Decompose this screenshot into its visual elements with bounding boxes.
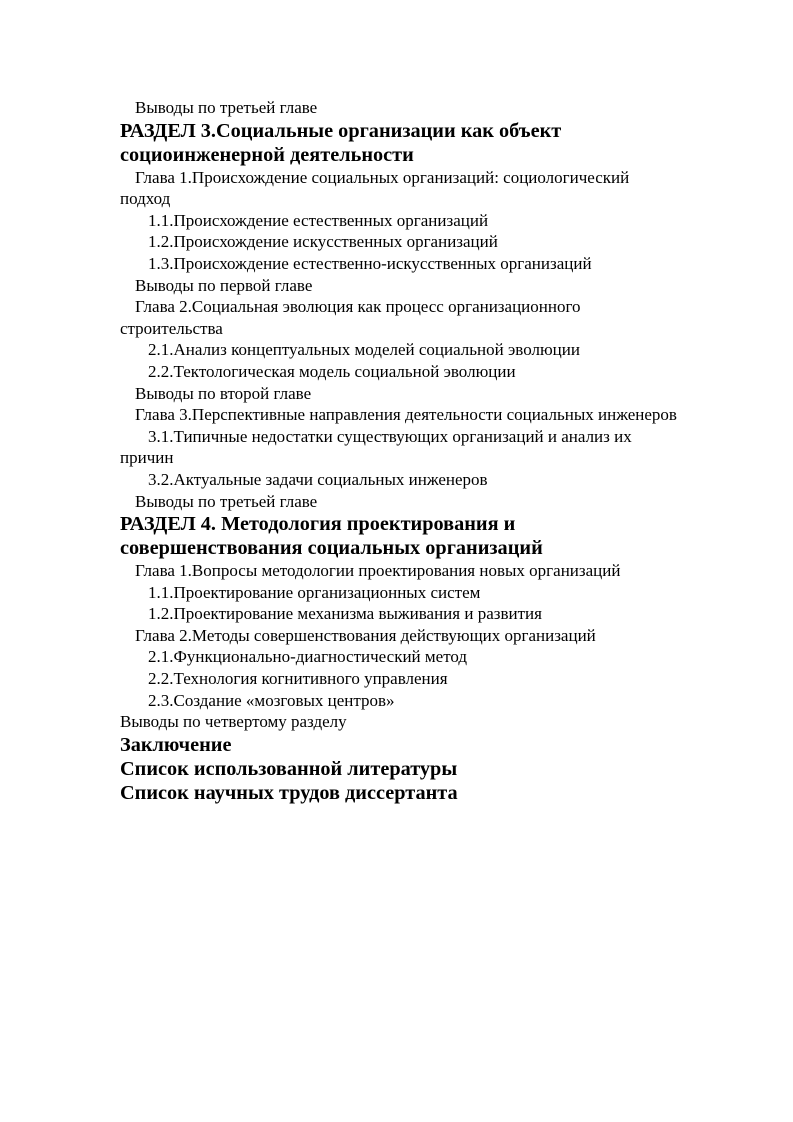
toc-heading-references: Список использованной литературы [120,757,458,780]
toc-entry-subsection: 1.3.Происхождение естественно-искусственных организаций [148,253,592,273]
toc-heading-conclusion: Заключение [120,733,232,756]
toc-entry-section-conclusion: Выводы по четвертому разделу [120,712,347,732]
toc-entry-subsection: 1.1.Проектирование организационных систем [148,582,481,602]
toc-entry-subsection: 2.3.Создание «мозговых центров» [148,690,395,710]
toc-entry-chapter: Глава 2.Методы совершенствования действующих организаций [135,625,596,645]
toc-entry-subsection: 1.2.Проектирование механизма выживания и развития [148,604,542,624]
toc-entry-chapter-conclusion: Выводы по второй главе [135,383,312,403]
toc-section-heading: РАЗДЕЛ 3.Социальные организации как объект социоинженерной деятельности [120,119,562,166]
toc-entry-chapter-conclusion: Выводы по третьей главе [135,491,318,511]
toc-entry-chapter-conclusion: Выводы по третьей главе [135,98,318,117]
toc-entry-chapter-conclusion: Выводы по первой главе [135,275,313,295]
toc-entry-chapter: Глава 1.Происхождение социальных организаций: социологический подход [120,167,630,209]
toc-entry-chapter: Глава 1.Вопросы методологии проектирования новых организаций [135,561,621,581]
toc-entry-subsection: 3.1.Типичные недостатки существующих организаций и анализ их причин [120,426,632,468]
toc-entry-subsection: 3.2.Актуальные задачи социальных инженеров [148,469,488,489]
toc-entry-chapter: Глава 3.Перспективные направления деятельности социальных инженеров [135,405,677,425]
toc-entry-subsection: 1.2.Происхождение искусственных организаций [148,232,498,252]
toc-entry-chapter: Глава 2.Социальная эволюция как процесс организационного строительства [120,297,581,338]
toc-entry-subsection: 2.1.Анализ концептуальных моделей социальной эволюции [148,340,580,360]
table-of-contents [120,97,680,805]
toc-entry-subsection: 2.2.Тектологическая модель социальной эволюции [148,361,516,381]
toc-section-heading: РАЗДЕЛ 4. Методология проектирования и совершенствования социальных организаций [120,513,543,560]
toc-entry-subsection: 2.1.Функционально-диагностический метод [148,647,468,667]
toc-entry-subsection: 1.1.Происхождение естественных организаций [148,210,489,230]
toc-entry-subsection: 2.2.Технология когнитивного управления [148,669,448,689]
toc-heading-author-publications: Список научных трудов диссертанта [120,781,458,804]
